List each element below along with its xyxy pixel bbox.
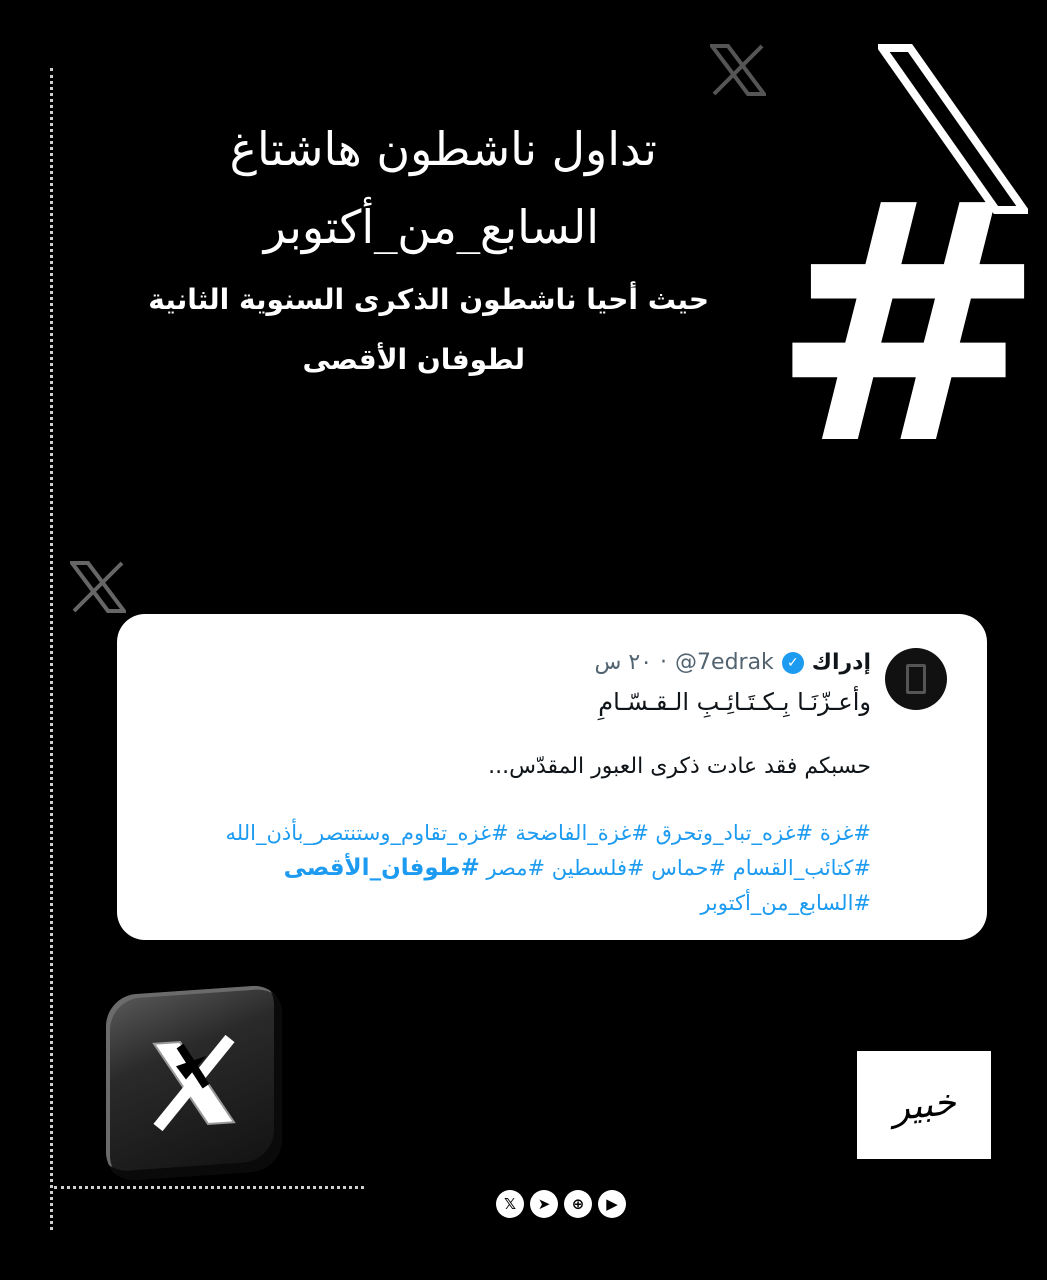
avatar[interactable] <box>885 648 947 710</box>
hashtag-text[interactable]: #كتائب_القسام #حماس #فلسطين #مصر <box>479 856 871 880</box>
meta-separator: · <box>660 650 668 675</box>
hashtag-line[interactable]: #غزة #غزه_تباد_وتحرق #غزة_الفاضحة #غزه_تقاوم_وستنتصر_بأذن_الله <box>225 821 871 845</box>
brand-logo-script: خبير <box>890 1081 958 1129</box>
dotted-frame-horizontal <box>54 1186 364 1189</box>
headline-line-1: تداول ناشطون هاشتاغ <box>229 122 657 176</box>
tweet-hashtags <box>151 816 871 921</box>
author-handle[interactable]: @7edrak <box>675 650 774 675</box>
author-name[interactable]: إدراك <box>811 650 871 675</box>
subheadline-line-1: حيث أحيا ناشطون الذكرى السنوية الثانية <box>148 283 709 316</box>
tweet-body: حسبكم فقد عادت ذكرى العبور المقدّس... <box>488 754 871 779</box>
x-3d-icon <box>106 984 282 1182</box>
hash-icon: # <box>770 133 1047 517</box>
x-logo-icon <box>70 561 126 613</box>
hashtag-bold[interactable]: #طوفان_الأقصى <box>283 855 480 881</box>
x-icon[interactable]: 𝕏 <box>496 1190 524 1218</box>
verified-badge-icon: ✓ <box>782 652 804 674</box>
x-logo-icon <box>710 44 766 96</box>
hashtag-line[interactable] <box>151 851 871 886</box>
tweet-first-line: وأعـزّنَـا بِـكـتَـائِـبِ الـقـسّـامِ <box>598 688 871 716</box>
hashtag-line[interactable]: #السابع_من_أكتوبر <box>700 891 871 915</box>
tweet-time[interactable]: ٢٠ س <box>594 650 653 675</box>
telegram-icon[interactable]: ➤ <box>530 1190 558 1218</box>
x-glyph-icon <box>146 1032 242 1135</box>
subheadline-line-2: لطوفان الأقصى <box>302 343 525 376</box>
youtube-icon[interactable]: ▶ <box>598 1190 626 1218</box>
social-icons <box>496 1190 626 1218</box>
avatar-logo-icon <box>906 664 926 694</box>
tweet-author-row <box>595 650 871 675</box>
globe-icon[interactable]: ⊕ <box>564 1190 592 1218</box>
tweet-card[interactable] <box>117 614 987 940</box>
brand-logo <box>857 1051 991 1159</box>
headline-line-2: السابع_من_أكتوبر <box>263 200 599 254</box>
